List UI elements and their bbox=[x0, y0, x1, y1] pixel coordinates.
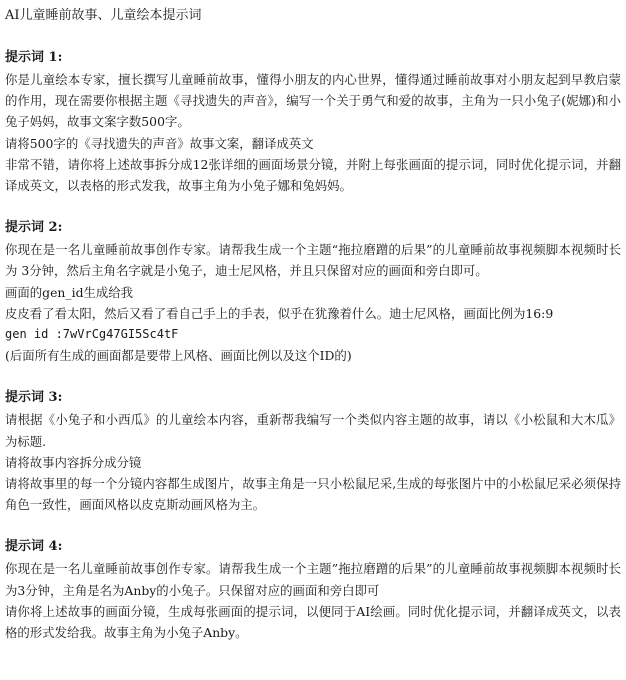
document-page bbox=[5, 0, 621, 643]
paragraph: 皮皮看了看太阳，然后又看了看自己手上的手表，似乎在犹豫着什么。迪士尼风格，画面比例为16:9 bbox=[5, 305, 554, 321]
paragraph: 请根据《小兔子和小西瓜》的儿童绘本内容，重新帮我编写一个类似内容主题的故事，请以《小松鼠和大木瓜》为标题. bbox=[5, 412, 621, 449]
paragraph: 非常不错，请你将上述故事拆分成12张详细的画面场景分镜，并附上每张画面的提示词，同时优化提示词，并翻译成英文，以表格的形式发我，故事主角为小兔子娜和兔妈妈。 bbox=[5, 156, 621, 194]
prompt-section-1 bbox=[5, 47, 621, 196]
prompt-section-2 bbox=[5, 217, 621, 366]
prompt-section-4 bbox=[5, 536, 621, 643]
gen-id-line: gen id :7wVrCg47GI5Sc4tF bbox=[5, 327, 179, 342]
paragraph: 请将故事里的每一个分镜内容都生成图片，故事主角是一只小松鼠尼采,生成的每张图片中的小松鼠尼采必须保持角色一致性，画面风格以皮克斯动画风格为主。 bbox=[5, 476, 621, 513]
paragraph: 你现在是一名儿童睡前故事创作专家。请帮我生成一个主题“拖拉磨蹭的后果”的儿童睡前故事视频脚本视频时长为 3分钟，然后主角名字就是小兔子，迪士尼风格，并且只保留对应的画面和旁白即可。 bbox=[5, 242, 621, 279]
paragraph: 请你将上述故事的画面分镜，生成每张画面的提示词，以便同于AI绘画。同时优化提示词，并翻译成英文，以表格的形式发给我。故事主角为小兔子Anby。 bbox=[5, 603, 621, 641]
paragraph: 你是儿童绘本专家，擅长撰写儿童睡前故事，懂得小朋友的内心世界，懂得通过睡前故事对小朋友起到早教启蒙的作用，现在需要你根据主题《寻找遗失的声音》，编写一个关于勇气和爱的故事，主角为一只小兔子(妮娜)和小兔子妈妈，故事文案字数500字。 bbox=[5, 72, 621, 130]
document-title: AI儿童睡前故事、儿童绘本提示词 bbox=[5, 8, 202, 23]
section-heading: 提示词 4: bbox=[5, 539, 63, 555]
section-heading: 提示词 3: bbox=[5, 390, 63, 406]
paragraph: 画面的gen_id生成给我 bbox=[5, 284, 134, 300]
paragraph: (后面所有生成的画面都是要带上风格、画面比例以及这个ID的) bbox=[5, 348, 352, 364]
section-heading: 提示词 1: bbox=[5, 50, 63, 65]
section-heading: 提示词 2: bbox=[5, 220, 63, 236]
paragraph: 请将500字的《寻找遗失的声音》故事文案，翻译成英文 bbox=[5, 135, 314, 151]
paragraph: 你现在是一名儿童睡前故事创作专家。请帮我生成一个主题”拖拉磨蹭的后果”的儿童睡前故事视频脚本视频时长为3分钟，主角是名为Anby的小兔子。只保留对应的画面和旁白即可 bbox=[5, 561, 621, 598]
paragraph: 请将故事内容拆分成分镜 bbox=[5, 454, 142, 470]
prompt-section-3 bbox=[5, 387, 621, 515]
